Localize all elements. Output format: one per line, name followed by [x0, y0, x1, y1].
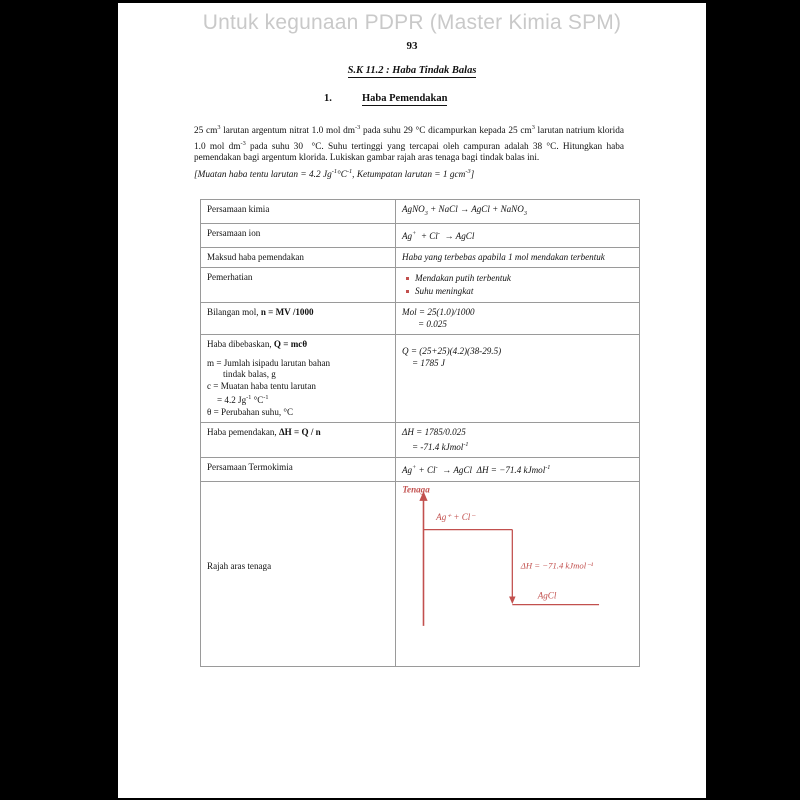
- formula-delta-h: ΔH = Q / n: [278, 427, 321, 438]
- row-label-persamaan-termokimia: Persamaan Termokimia: [201, 458, 396, 482]
- row-value-haba-pemendakan: [396, 423, 640, 458]
- row-label-pemerhatian: Pemerhatian: [201, 268, 396, 303]
- table-row: [201, 458, 640, 482]
- def-m-cont: tindak balas, g: [223, 369, 276, 380]
- observation-list: [402, 273, 633, 297]
- table-row: [201, 303, 640, 335]
- energy-axis-label: Tenaga: [402, 484, 430, 495]
- row-value-persamaan-ion: Ag+ + Cl- → AgCl: [396, 224, 640, 248]
- section-heading-text: S.K 11.2 : Haba Tindak Balas: [347, 65, 477, 76]
- list-item: Mendakan putih terbentuk: [415, 273, 633, 285]
- spacer: [207, 351, 389, 358]
- energy-level-diagram: [396, 482, 639, 666]
- row-value-pemerhatian: [396, 268, 640, 303]
- row-value-persamaan-kimia: AgNO$_3$ + NaCl → AgCl + NaNO$_3$: [396, 200, 640, 224]
- delta-h-label: ΔH = −71.4 kJmol⁻¹: [520, 560, 594, 571]
- def-c-value: = 4.2 $Jg^{-1}$ $^\circ C^{-1}$: [217, 394, 269, 406]
- table-row: [201, 224, 640, 248]
- row-label-persamaan-kimia: Persamaan kimia: [201, 200, 396, 224]
- table-row: [201, 423, 640, 458]
- question-body: 25 $cm^3$ larutan argentum nitrat 1.0 mol $dm^{-3}$ pada suhu 29 °C dicampurkan kepada 25 $cm^3$ larutan natrium klorida 1.0 mol $dm^{-3}$ pada suhu 30 °C. Suhu tertinggi yang tercapai oleh campuran adalah 38 °C. Hitungkan haba pemendakan bagi argentum klorida. Lukiskan gambar rajah aras tenaga bagi tindak balas ini. [Muatan haba tentu larutan = 4.2 $Jg^{-1}^\circ C^{-1}$, Ketumpatan larutan = 1 gcm$^{-3}$]: [194, 124, 625, 181]
- def-c: c = Muatan haba tentu larutan: [207, 380, 316, 391]
- def-m: m = Jumlah isipadu larutan bahan: [207, 357, 331, 368]
- row-label-maksud-haba: Maksud haba pemendakan: [201, 247, 396, 268]
- mol-line-1: Mol = 25(1.0)/1000: [402, 307, 475, 318]
- question-heading: [324, 93, 704, 104]
- table-row: [201, 335, 640, 423]
- row-value-haba-dibebaskan: [396, 335, 640, 423]
- row-value-energy-diagram: [396, 481, 640, 666]
- reactant-level-label: Ag⁺ + Cl⁻: [436, 512, 476, 523]
- row-value-maksud-haba: Haba yang terbebas apabila 1 mol mendakan terbentuk: [396, 247, 640, 268]
- table-row: [201, 268, 640, 303]
- row-label-haba-dibebaskan: Haba dibebaskan, Q = mcθ m = Jumlah isipadu larutan bahan tindak balas, g c = Muatan haba tentu larutan = 4.2 $Jg^{-1}$ $^\circ C^{-1}$ θ = Perubahan suhu, °C: [201, 335, 396, 423]
- dh-line-1: ΔH = 1785/0.025: [402, 427, 466, 438]
- question-title: Haba Pemendakan: [362, 93, 448, 104]
- formula-mol: n = MV /1000: [260, 307, 314, 318]
- given-condition: [Muatan haba tentu larutan = 4.2 $Jg^{-1}^\circ C^{-1}$, Ketumpatan larutan = 1 gcm$^{-3}$]: [194, 167, 475, 181]
- question-number: 1.: [324, 93, 332, 104]
- list-item: Suhu meningkat: [415, 286, 633, 298]
- formula-q: Q = mcθ: [273, 339, 308, 350]
- dh-line-2: = -71.4 kJmol$^{-1}$: [412, 440, 469, 452]
- row-label-haba-pemendakan: Haba pemendakan, ΔH = Q / n: [201, 423, 396, 458]
- spacer: [402, 339, 633, 346]
- product-level-label: AgCl: [537, 590, 557, 601]
- row-label-bilangan-mol: Bilangan mol, n = MV /1000: [201, 303, 396, 335]
- rajah-label-text: Rajah aras tenaga: [207, 560, 272, 571]
- document-page: [118, 3, 706, 798]
- row-value-bilangan-mol: [396, 303, 640, 335]
- energy-diagram-svg: [396, 482, 639, 666]
- mol-line-2: = 0.025: [418, 318, 447, 329]
- row-label-persamaan-ion: Persamaan ion: [201, 224, 396, 248]
- answer-table: [200, 199, 640, 667]
- table-row: [201, 481, 640, 666]
- q-line-2: = 1785 J: [412, 357, 445, 368]
- row-label-rajah-aras-tenaga: [201, 481, 396, 666]
- page-number: 93: [406, 40, 418, 52]
- def-theta: θ = Perubahan suhu, °C: [207, 406, 294, 417]
- section-heading: [118, 65, 706, 76]
- watermark-text: Untuk kegunaan PDPR (Master Kimia SPM): [202, 11, 622, 34]
- table-row: [201, 200, 640, 224]
- table-row: [201, 247, 640, 268]
- q-line-1: Q = (25+25)(4.2)(38-29.5): [402, 346, 502, 357]
- row-value-persamaan-termokimia: Ag+ + Cl- → AgCl ΔH = −71.4 kJmol$^{-1}$: [396, 458, 640, 482]
